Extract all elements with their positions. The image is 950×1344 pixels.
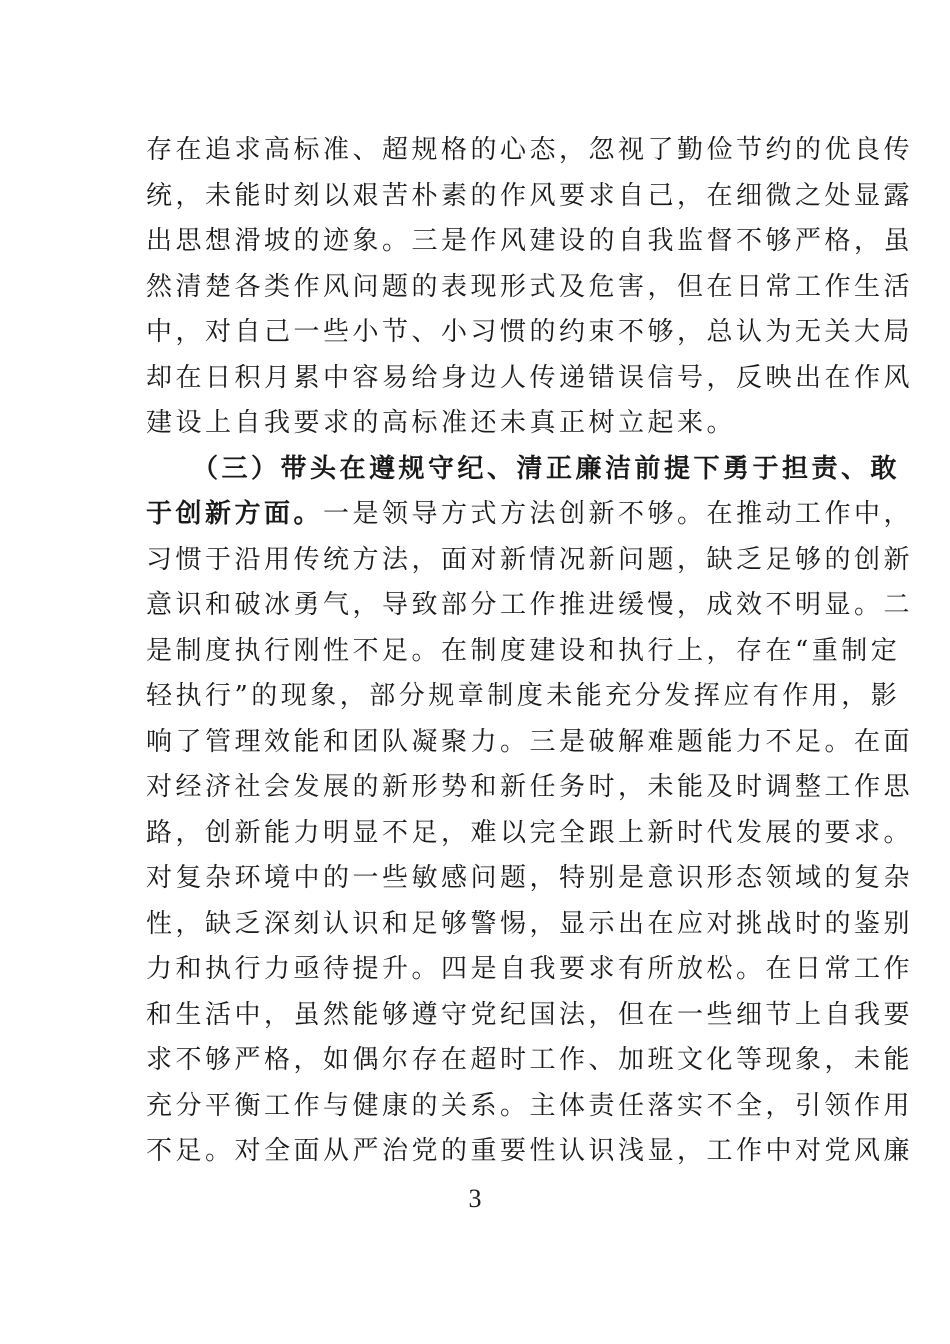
text-line: 响了管理效能和团队凝聚力。三是破解难题能力不足。在面	[146, 726, 914, 757]
section-heading: （三）带头在遵规守纪、清正廉洁前提下勇于担责、敢	[146, 453, 901, 484]
text-line: 力和执行力亟待提升。四是自我要求有所放松。在日常工作	[146, 954, 914, 984]
section-heading-line	[146, 447, 901, 493]
text-line: 性，缺乏深刻认识和足够警惕，显示出在应对挑战时的鉴别	[146, 908, 914, 939]
text-line: 是制度执行刚性不足。在制度建设和执行上，存在“重制定	[146, 635, 901, 666]
text-line: 对经济社会发展的新形势和新任务时，未能及时调整工作思	[146, 772, 914, 802]
text-line: 和生活中，虽然能够遵守党纪国法，但在一些细节上自我要	[146, 999, 914, 1030]
text-line: 然清楚各类作风问题的表现形式及危害，但在日常工作生活	[146, 271, 914, 302]
text-line: 习惯于沿用传统方法，面对新情况新问题，缺乏足够的创新	[146, 544, 914, 575]
text-line: 意识和破冰勇气，导致部分工作推进缓慢，成效不明显。二	[146, 590, 914, 620]
text-line: 充分平衡工作与健康的关系。主体责任落实不全，引领作用	[146, 1090, 914, 1121]
text-line: 建设上自我要求的高标准还未真正树立起来。	[146, 408, 737, 438]
text-line: 存在追求高标准、超规格的心态，忽视了勤俭节约的优良传	[146, 135, 914, 165]
text-line: 轻执行”的现象，部分规章制度未能充分发挥应有作用，影	[146, 681, 901, 711]
text-line: 中，对自己一些小节、小习惯的约束不够，总认为无关大局	[146, 317, 914, 347]
text-line: 统，未能时刻以艰苦朴素的作风要求自己，在细微之处显露	[146, 180, 914, 211]
page-number: 3	[468, 1184, 482, 1213]
text-line: 出思想滑坡的迹象。三是作风建设的自我监督不够严格，虽	[146, 226, 914, 256]
section-heading-end: 于创新方面。	[146, 499, 324, 529]
text-line: 不足。对全面从严治党的重要性认识浅显，工作中对党风廉	[146, 1136, 914, 1166]
text-line: 却在日积月累中容易给身边人传递错误信号，反映出在作风	[146, 362, 914, 393]
text-line: 对复杂环境中的一些敏感问题，特别是意识形态领域的复杂	[146, 863, 914, 893]
body-text	[146, 128, 914, 1175]
text-line: 求不够严格，如偶尔存在超时工作、加班文化等现象，未能	[146, 1045, 914, 1075]
text-line: 于创新方面。一是领导方式方法创新不够。在推动工作中，	[146, 499, 914, 529]
text-line: 路，创新能力明显不足，难以完全跟上新时代发展的要求。	[146, 817, 914, 848]
